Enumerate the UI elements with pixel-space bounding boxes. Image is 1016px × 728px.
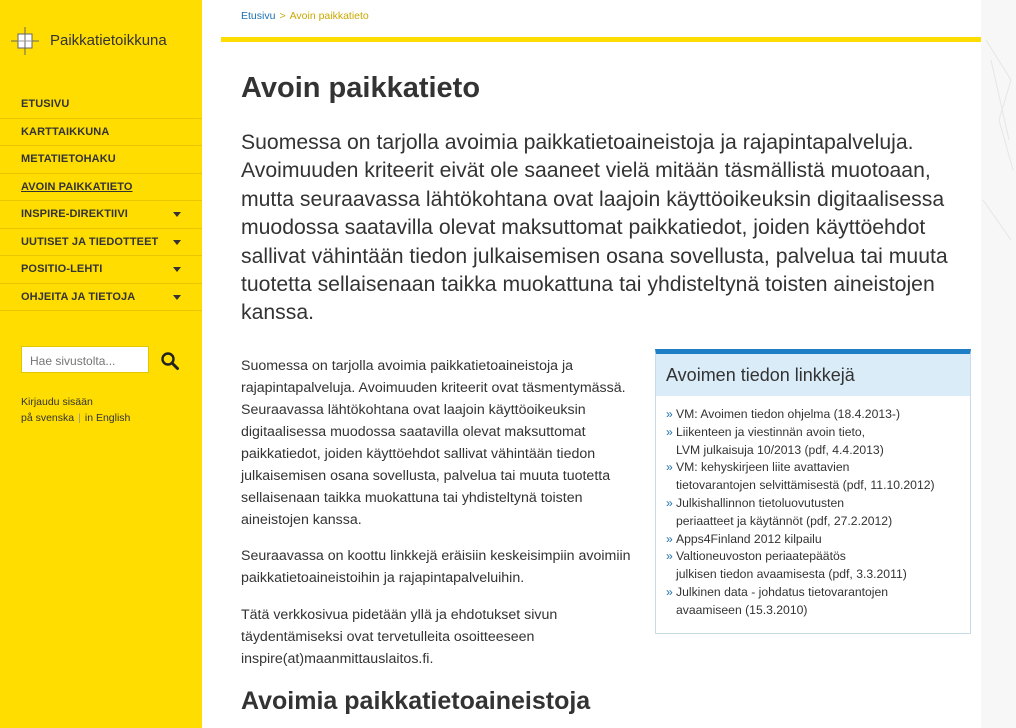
- lead-paragraph: Suomessa on tarjolla avoimia paikkatietoaineistoja ja rajapintapalveluja. Avoimuuden kriteerit eivät ole saaneet vielä mitään täsmällistä muotoaan, mutta seuraavassa lähtökohtana ovat laajoin käyttöoikeuksin digitaalisessa muodossa saatavilla olevat maksuttomat paikkatiedot, joiden käyttöehdot sallivat vähintään tiedon julkaisemisen osana sovellusta, palvelua tai muuta tuotetta sellaisenaan taikka muokattuna tai yhdisteltynä toisten aineistojen kanssa.: [241, 131, 948, 325]
- login-link[interactable]: Kirjaudu sisään: [21, 396, 93, 408]
- link-text: Julkinen data - johdatus tietovarantojen: [676, 584, 889, 599]
- link-text: Apps4Finland 2012 kilpailu: [676, 531, 822, 546]
- nav-item-etusivu[interactable]: [0, 91, 202, 119]
- body-paragraph-3: Tätä verkkosivua pidetään yllä ja ehdotukset sivun täydentämiseksi ovat tervetulleita osoitteeseen inspire(at)maanmittauslaitos.fi.: [241, 607, 558, 667]
- nav-item-karttaikkuna[interactable]: [0, 119, 202, 147]
- search-input[interactable]: [28, 347, 150, 374]
- link-text-continued: tietovarantojen selvittämisestä (pdf, 11.10.2012): [676, 478, 935, 493]
- body-paragraph-1: Suomessa on tarjolla avoimia paikkatietoaineistoja ja rajapintapalveluja. Avoimuuden kriteerit ovat täsmentymässä. Seuraavassa lähtökohtana ovat laajoin käyttöoikeuksin digitaalisessa muodossa saatavilla olevat maksuttomat paikkatiedot, joiden käyttöehdot sallivat vähintään tiedon julkaisemisen osana sovellusta, palvelua tai muuta tuotetta sellaisenaan taikka muokattuna tai yhdisteltynä toisten aineistojen kanssa.: [241, 358, 626, 528]
- open-data-link[interactable]: [666, 531, 970, 549]
- caret-down-icon[interactable]: [173, 267, 181, 272]
- magnifier-icon[interactable]: [160, 351, 180, 371]
- body-paragraph-2: Seuraavassa on koottu linkkejä eräisiin keskeisimpiin avoimiin paikkatietoaineistoihin ja rajapintapalveluihin.: [241, 548, 631, 586]
- site-name: Paikkatietoikkuna: [50, 32, 167, 49]
- open-data-link[interactable]: [666, 584, 970, 620]
- nav-item-metatietohaku[interactable]: [0, 146, 202, 174]
- link-text: VM: Avoimen tiedon ohjelma (18.4.2013-): [676, 407, 901, 421]
- links-box-title: Avoimen tiedon linkkejä: [656, 354, 970, 396]
- bullet-chevron-icon: »: [666, 584, 673, 599]
- site-logo[interactable]: [10, 24, 190, 58]
- nav-item-label: OHJEITA JA TIETOJA: [21, 290, 136, 303]
- open-data-link[interactable]: [666, 495, 970, 531]
- caret-down-icon[interactable]: [173, 212, 181, 217]
- link-text: Julkishallinnon tietoluovutusten: [676, 495, 845, 510]
- link-text: VM: kehyskirjeen liite avattavien: [676, 460, 850, 475]
- open-data-link[interactable]: [666, 406, 970, 424]
- link-text: Liikenteen ja viestinnän avoin tieto,: [676, 424, 866, 439]
- lang-separator: |: [78, 412, 81, 424]
- links-list: [656, 396, 970, 620]
- header-divider: [221, 37, 981, 42]
- caret-down-icon[interactable]: [173, 295, 181, 300]
- link-text-continued: avaamiseen (15.3.2010): [676, 602, 808, 617]
- nav-item-label: KARTTAIKKUNA: [21, 125, 110, 138]
- link-text-continued: LVM julkaisuja 10/2013 (pdf, 4.4.2013): [676, 442, 884, 457]
- nav-item-label: UUTISET JA TIEDOTTEET: [21, 235, 159, 248]
- nav-item-label: POSITIO-LEHTI: [21, 263, 103, 275]
- section-heading: Avoimia paikkatietoaineistoja: [241, 687, 591, 715]
- crosshair-grid-icon: [10, 26, 40, 56]
- breadcrumb-current: Avoin paikkatieto: [289, 10, 369, 22]
- lang-english-link[interactable]: in English: [84, 412, 131, 424]
- language-links: [21, 412, 130, 424]
- nav-item-label: METATIETOHAKU: [21, 153, 116, 165]
- open-data-link[interactable]: [666, 424, 970, 460]
- nav-item-uutiset-ja-tiedotteet[interactable]: [0, 229, 202, 257]
- breadcrumb: [241, 10, 369, 22]
- open-data-link[interactable]: [666, 459, 970, 495]
- bullet-chevron-icon: »: [666, 549, 673, 564]
- nav-item-positio-lehti[interactable]: [0, 256, 202, 284]
- nav-item-avoin-paikkatieto[interactable]: [0, 174, 202, 202]
- nav-item-ohjeita-ja-tietoja[interactable]: [0, 284, 202, 312]
- search-field: [21, 346, 149, 373]
- open-data-links-box: [655, 349, 971, 634]
- page-title: Avoin paikkatieto: [241, 72, 481, 104]
- main-nav: [0, 91, 202, 311]
- nav-item-label: ETUSIVU: [21, 98, 70, 110]
- nav-item-label: AVOIN PAIKKATIETO: [21, 180, 133, 193]
- breadcrumb-home-link[interactable]: Etusivu: [241, 10, 276, 22]
- link-text: Valtioneuvoston periaatepäätös: [676, 549, 846, 564]
- background-map-decoration: [981, 0, 1016, 728]
- link-text-continued: julkisen tiedon avaamisesta (pdf, 3.3.2011): [676, 567, 907, 582]
- open-data-link[interactable]: [666, 548, 970, 584]
- bullet-chevron-icon: »: [666, 407, 673, 421]
- link-text-continued: periaatteet ja käytännöt (pdf, 27.2.2012): [676, 513, 893, 528]
- nav-item-label: INSPIRE-DIREKTIIVI: [21, 208, 128, 220]
- bullet-chevron-icon: »: [666, 424, 673, 439]
- sidebar: [0, 0, 202, 728]
- bullet-chevron-icon: »: [666, 460, 673, 475]
- caret-down-icon[interactable]: [173, 240, 181, 245]
- bullet-chevron-icon: »: [666, 531, 673, 546]
- breadcrumb-separator: >: [279, 10, 286, 22]
- lang-swedish-link[interactable]: på svenska: [21, 412, 75, 424]
- nav-item-inspire-direktiivi[interactable]: [0, 201, 202, 229]
- bullet-chevron-icon: »: [666, 495, 673, 510]
